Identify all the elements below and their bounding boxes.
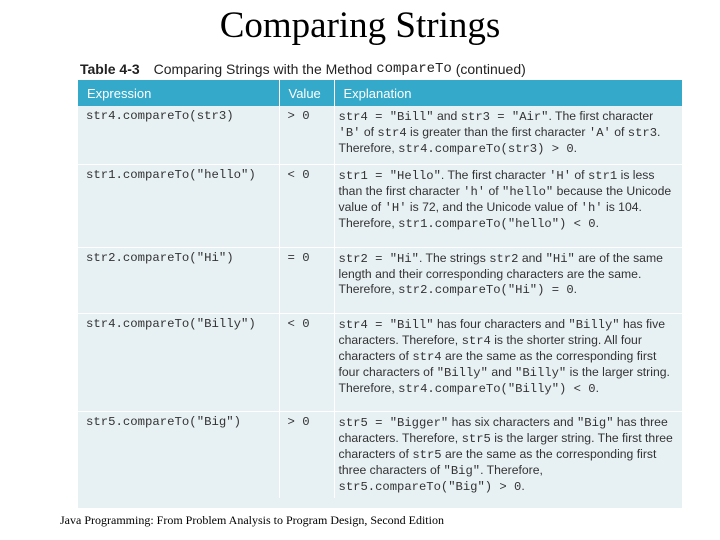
- explanation-text: of: [610, 125, 628, 139]
- code-fragment: 'B': [338, 126, 361, 140]
- code-fragment: str4 = "Bill": [338, 318, 434, 332]
- explanation-text: is less than the first character: [338, 168, 655, 198]
- expression-cell: str4.compareTo(str3): [78, 106, 279, 165]
- table-header-row: [78, 80, 682, 106]
- table-caption-method: compareTo: [376, 61, 452, 77]
- explanation-text: are the same as the corresponding first four characters of: [338, 349, 657, 379]
- table-caption-text: Comparing Strings with the Method: [153, 61, 373, 77]
- code-fragment: 'h': [463, 185, 486, 199]
- explanation-text: . The first character: [440, 168, 550, 182]
- value-cell: < 0: [279, 314, 334, 412]
- code-fragment: "Billy": [515, 366, 567, 380]
- explanation-text: .: [595, 381, 599, 395]
- code-fragment: str3: [627, 126, 658, 140]
- code-fragment: str1 = "Hello": [338, 169, 441, 183]
- explanation-text: has three characters. Therefore,: [338, 415, 668, 445]
- code-fragment: "hello": [502, 185, 554, 199]
- explanation-text: is the larger string. The first three characters of: [338, 431, 673, 461]
- explanation-text: of: [360, 125, 378, 139]
- table-row: [78, 165, 682, 248]
- comparison-table: [78, 80, 682, 498]
- code-fragment: str4: [412, 350, 442, 364]
- explanation-text: of: [485, 184, 503, 198]
- code-fragment: str2: [489, 252, 519, 266]
- code-fragment: "Billy": [436, 366, 488, 380]
- explanation-text: is greater than the first character: [406, 125, 589, 139]
- table-row: [78, 248, 682, 314]
- code-fragment: 'H': [549, 169, 572, 183]
- explanation-text: is 72, and the Unicode value of: [406, 200, 581, 214]
- code-fragment: str4.compareTo(str3) > 0: [398, 142, 574, 156]
- expression-cell: str1.compareTo("hello"): [78, 165, 279, 248]
- explanation-text: because the Unicode value of: [338, 184, 672, 214]
- explanation-text: has five characters. Therefore,: [338, 317, 665, 347]
- header-explanation: Explanation: [334, 80, 682, 106]
- table-panel: [78, 80, 682, 508]
- code-fragment: str1.compareTo("hello") < 0: [398, 217, 596, 231]
- code-fragment: str4.compareTo("Billy") < 0: [398, 382, 596, 396]
- explanation-text: has six characters and: [448, 415, 577, 429]
- code-fragment: str5: [412, 448, 442, 462]
- explanation-text: is 104. Therefore,: [338, 200, 642, 230]
- code-fragment: "Big": [576, 416, 614, 430]
- value-cell: > 0: [279, 412, 334, 499]
- explanation-cell: [334, 165, 682, 248]
- explanation-cell: [334, 106, 682, 165]
- header-expression: Expression: [78, 80, 279, 106]
- code-fragment: str1: [587, 169, 618, 183]
- value-cell: < 0: [279, 165, 334, 248]
- footer-citation: Java Programming: From Problem Analysis to Program Design, Second Edition: [60, 513, 444, 527]
- code-fragment: 'A': [588, 126, 611, 140]
- code-fragment: str5: [461, 432, 491, 446]
- expression-cell: str5.compareTo("Big"): [78, 412, 279, 499]
- explanation-text: .: [573, 282, 578, 296]
- explanation-text: and: [487, 365, 516, 379]
- explanation-cell: [334, 248, 682, 314]
- table-row: [78, 412, 682, 499]
- explanation-text: . Therefore,: [480, 463, 543, 477]
- value-cell: = 0: [279, 248, 334, 314]
- code-fragment: str4: [377, 126, 407, 140]
- explanation-text: is the shorter string. All four characters of: [338, 333, 642, 363]
- code-fragment: str4: [461, 334, 491, 348]
- code-fragment: 'H': [384, 201, 407, 215]
- explanation-text: .: [521, 479, 525, 493]
- explanation-text: of: [571, 168, 588, 182]
- explanation-text: . Therefore,: [338, 125, 661, 155]
- table-row: [78, 314, 682, 412]
- code-fragment: "Billy": [568, 318, 620, 332]
- explanation-text: . The strings: [418, 251, 490, 265]
- table-caption: [80, 56, 680, 82]
- header-value: Value: [279, 80, 334, 106]
- code-fragment: str5 = "Bigger": [338, 416, 449, 430]
- explanation-text: and: [518, 251, 546, 265]
- table-caption-continued: (continued): [455, 61, 526, 77]
- explanation-text: .: [595, 216, 599, 230]
- explanation-cell: [334, 412, 682, 499]
- slide-title: Comparing Strings: [219, 5, 501, 46]
- code-fragment: str2 = "Hi": [338, 252, 419, 266]
- explanation-cell: [334, 314, 682, 412]
- explanation-text: are of the same length and their corresponding characters are the same. Therefore,: [338, 251, 663, 296]
- code-fragment: str4 = "Bill": [338, 110, 434, 124]
- expression-cell: str4.compareTo("Billy"): [78, 314, 279, 412]
- code-fragment: "Hi": [545, 252, 575, 266]
- code-fragment: str3 = "Air": [460, 110, 549, 124]
- explanation-text: and: [433, 109, 461, 123]
- explanation-text: .: [573, 141, 578, 155]
- code-fragment: str5.compareTo("Big") > 0: [338, 480, 522, 494]
- explanation-text: is the larger string. Therefore,: [338, 365, 670, 395]
- table-row: [78, 106, 682, 165]
- explanation-text: has four characters and: [433, 317, 569, 331]
- explanation-text: are the same as the corresponding first three characters of: [338, 447, 657, 477]
- expression-cell: str2.compareTo("Hi"): [78, 248, 279, 314]
- explanation-text: . The first character: [548, 109, 654, 123]
- value-cell: > 0: [279, 106, 334, 165]
- code-fragment: str2.compareTo("Hi") = 0: [398, 283, 574, 297]
- code-fragment: 'h': [580, 201, 603, 215]
- code-fragment: "Big": [443, 464, 481, 478]
- table-caption-label: Table 4-3: [80, 61, 140, 77]
